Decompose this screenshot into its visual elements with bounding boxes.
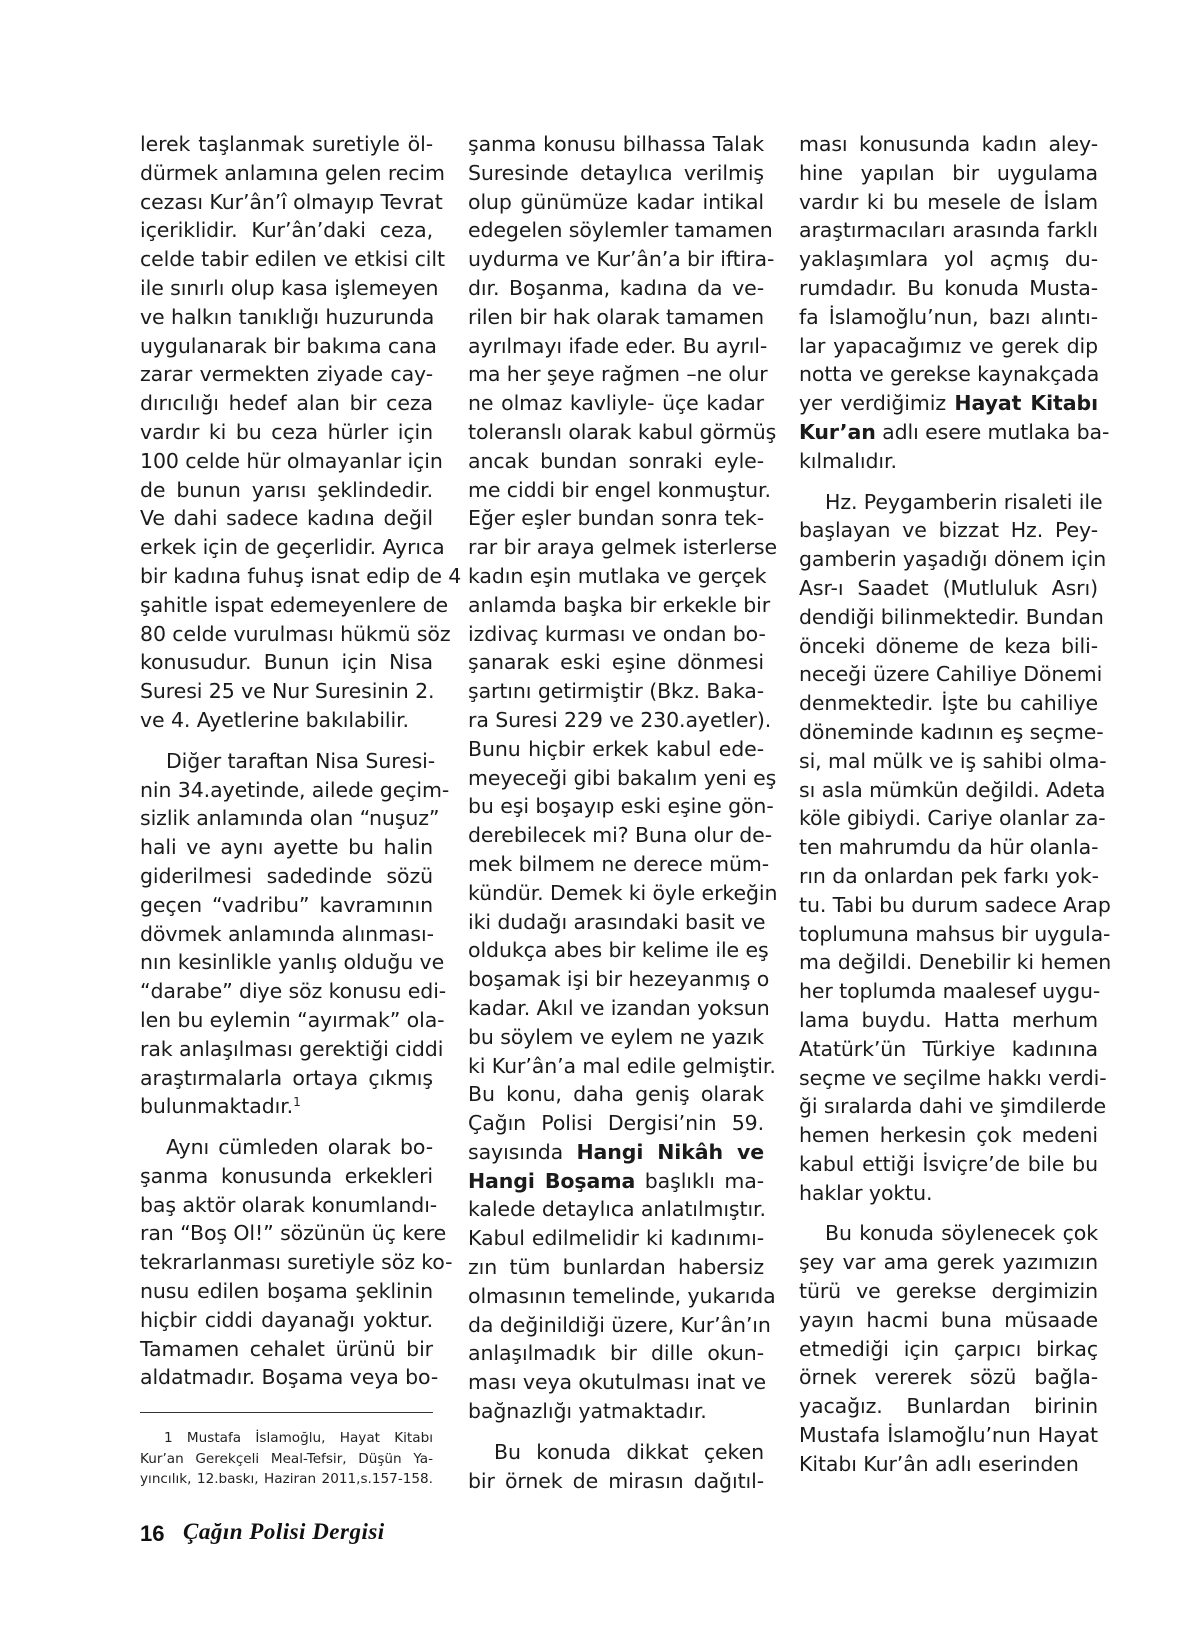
- text-line: kadar. Akıl ve izandan yoksun: [468, 995, 770, 1020]
- text-line: uygulanarak bir bakıma cana: [140, 333, 437, 358]
- text-line: Kabul edilmelidir ki kadınımı-: [468, 1226, 764, 1251]
- text-line: Hz. Peygamberin risaleti ile: [825, 489, 1103, 514]
- text-line: ancak bundan sonraki eyle-: [468, 448, 764, 473]
- text-line: kadın eşin mutlaka ve gerçek: [468, 563, 767, 588]
- text-line: bir örnek de mirasın dağıtıl-: [468, 1468, 764, 1493]
- paragraph: [468, 130, 778, 1426]
- text-line: Ve dahi sadece kadına değil: [140, 506, 433, 531]
- text-line: haklar yoktu.: [799, 1180, 933, 1205]
- text-line: erkek için de geçerlidir. Ayrıca: [140, 535, 445, 560]
- text-line: Atatürk’ün Türkiye kadınına: [799, 1036, 1098, 1061]
- text-line: sı asla mümkün değildi. Adeta: [799, 777, 1106, 802]
- text-line: “darabe” diye söz konusu edi-: [140, 979, 447, 1004]
- text-line: her toplumda maalesef uygu-: [799, 979, 1101, 1004]
- text-line: toleranslı olarak kabul görmüş: [468, 419, 777, 444]
- text-line: zın tüm bunlardan habersiz: [468, 1255, 764, 1280]
- text-line: baş aktör olarak konumlandı-: [140, 1192, 438, 1217]
- text-line: şahitle ispat edemeyenlere de: [140, 592, 448, 617]
- text-line: 100 celde hür olmayanlar için: [140, 448, 443, 473]
- text-line: döneminde kadının eş seçme-: [799, 719, 1104, 744]
- paragraph: [799, 130, 1110, 476]
- text-line: tekrarlanması suretiyle söz ko-: [140, 1250, 453, 1275]
- paragraph: [140, 747, 450, 1121]
- text-line: me ciddi bir engel konmuştur.: [468, 477, 771, 502]
- text-line: olup günümüze kadar intikal: [468, 189, 764, 214]
- paragraph-gap: [468, 1426, 764, 1438]
- paragraph-gap: [140, 735, 433, 747]
- text-line: içeriklidir. Kur’ân’daki ceza,: [140, 218, 433, 243]
- text-line: Mustafa İslamoğlu’nun Hayat: [799, 1423, 1098, 1448]
- text-line: lar yapacağımız ve gerek dip: [799, 333, 1098, 358]
- footnote-line: 1 Mustafa İslamoğlu, Hayat Kitabı: [164, 1430, 433, 1446]
- text-line: notta ve gerekse kaynakçada: [799, 362, 1100, 387]
- text-line: lama buydu. Hatta merhum: [799, 1007, 1098, 1032]
- text-line: yayın hacmi buna müsaade: [799, 1307, 1098, 1332]
- text-line: len bu eylemin “ayırmak” ola-: [140, 1007, 445, 1032]
- text-line: Bu konu, daha geniş olarak: [468, 1082, 764, 1107]
- text-line: bağnazlığı yatmaktadır.: [468, 1399, 707, 1424]
- text-line: ten mahrumdu da hür olanla-: [799, 835, 1099, 860]
- text-line: boşamak işi bir hezeyanmış o: [468, 967, 770, 992]
- text-line: köle gibiydi. Cariye olanlar za-: [799, 806, 1106, 831]
- text-line: rar bir araya gelmek isterlerse: [468, 535, 778, 560]
- text-line: şanma konusu bilhassa Talak: [468, 132, 764, 156]
- page-number: 16: [140, 1521, 165, 1546]
- text-line: dır. Boşanma, kadına da ve-: [468, 275, 764, 300]
- text-line: da değinildiği üzere, Kur’ân’ın: [468, 1312, 771, 1337]
- paragraph: [140, 130, 462, 735]
- text-line: anlamda başka bir erkekle bir: [468, 592, 771, 617]
- journal-name: Çağın Polisi Dergisi: [183, 1519, 385, 1544]
- text-line: rilen bir hak olarak tamamen: [468, 304, 764, 329]
- text-line: Kitabı Kur’ân adlı eserinden: [799, 1451, 1079, 1476]
- text-column-3: [799, 130, 1112, 1479]
- text-line: Diğer taraftan Nisa Suresi-: [166, 748, 436, 773]
- text-line: rumdadır. Bu konuda Musta-: [799, 275, 1098, 300]
- text-line: önceki döneme de keza bili-: [799, 633, 1098, 658]
- text-line: kündür. Demek ki öyle erkeğin: [468, 880, 778, 905]
- text-line: uydurma ve Kur’ân’a bir iftira-: [468, 247, 775, 272]
- footnote: [140, 1428, 433, 1490]
- text-line: geçen “vadribu” kavramının: [140, 892, 433, 917]
- text-line: fa İslamoğlu’nun, bazı alıntı-: [799, 304, 1098, 329]
- text-line: sayısında Hangi Nikâh ve: [468, 1139, 765, 1164]
- text-line: şartını getirmiştir (Bkz. Baka-: [468, 679, 764, 704]
- text-line: oldukça abes bir kelime ile eş: [468, 938, 769, 963]
- text-line: ki Kur’ân’a mal edile gelmiştir.: [468, 1053, 776, 1078]
- text-line: dövmek anlamında alınması-: [140, 921, 434, 946]
- text-line: Tamamen cehalet ürünü bir: [140, 1336, 433, 1361]
- text-line: şanma konusunda erkekleri: [140, 1163, 433, 1188]
- text-line: anlaşılmadık bir dille okun-: [468, 1341, 764, 1366]
- text-line: ve 4. Ayetlerine bakılabilir.: [140, 707, 409, 732]
- text-line: ra Suresi 229 ve 230.ayetler).: [468, 707, 772, 732]
- text-line: aldatmadır. Boşama veya bo-: [140, 1365, 439, 1390]
- text-line: olmasının temelinde, yukarıda: [468, 1283, 776, 1308]
- text-line: zarar vermekten ziyade cay-: [140, 362, 433, 387]
- text-line: ne olmaz kavliyle- üçe kadar: [468, 391, 764, 416]
- footnote-line: yıncılık, 12.baskı, Haziran 2011,s.157-158.: [140, 1471, 433, 1487]
- text-line: kabul ettiği İsviçre’de bile bu: [799, 1151, 1098, 1176]
- text-line: hine yapılan bir uygulama: [799, 160, 1098, 185]
- text-line: ma her şeye rağmen –ne olur: [468, 362, 768, 387]
- text-line: ran “Boş Ol!” sözünün üç kere: [140, 1221, 447, 1246]
- text-line: denmektedir. İşte bu cahiliye: [799, 691, 1098, 716]
- text-line: hiçbir ciddi dayanağı yoktur.: [140, 1307, 433, 1332]
- text-line: celde tabir edilen ve etkisi cilt: [140, 247, 445, 272]
- text-line: kılmalıdır.: [799, 448, 897, 473]
- text-line: mek bilmem ne derece müm-: [468, 851, 770, 876]
- text-line: ma değildi. Denebilir ki hemen: [799, 950, 1112, 975]
- text-line: iki dudağı arasındaki basit ve: [468, 909, 766, 934]
- text-line: bu eşi boşayıp eski eşine gön-: [468, 794, 774, 819]
- paragraph: [799, 1219, 1098, 1478]
- footnote-divider: [140, 1412, 433, 1413]
- text-line: bir kadına fuhuş isnat edip de 4: [140, 563, 462, 588]
- text-line: seçme ve seçilme hakkı verdi-: [799, 1065, 1107, 1090]
- text-line: ile sınırlı olup kasa işlemeyen: [140, 275, 439, 300]
- text-line: bulunmaktadır.$^1$: [140, 1094, 301, 1119]
- text-line: ve halkın tanıklığı huzurunda: [140, 304, 435, 329]
- text-line: de bunun yarısı şeklindedir.: [140, 477, 433, 502]
- text-line: vardır ki bu ceza hürler için: [140, 419, 433, 444]
- text-line: dürmek anlamına gelen recim: [140, 160, 445, 185]
- text-line: vardır ki bu mesele de İslam: [799, 189, 1098, 214]
- text-line: ği sıralarda dahi ve şimdilerde: [799, 1094, 1107, 1119]
- paragraph-gap: [799, 476, 1098, 488]
- text-line: Hangi Boşama başlıklı ma-: [468, 1168, 764, 1193]
- text-line: meyeceği gibi bakalım yeni eş: [468, 765, 777, 790]
- text-line: Suresinde detaylıca verilmiş: [468, 160, 764, 185]
- text-line: Bunu hiçbir erkek kabul ede-: [468, 736, 764, 761]
- text-line: ması konusunda kadın aley-: [799, 132, 1098, 156]
- text-line: şanarak eski eşine dönmesi: [468, 650, 764, 675]
- text-line: neceği üzere Cahiliye Dönemi: [799, 662, 1103, 687]
- text-line: örnek vererek sözü bağla-: [799, 1365, 1098, 1390]
- footnote-line: Kur’an Gerekçeli Meal-Tefsir, Düşün Ya-: [140, 1450, 433, 1467]
- text-line: kalede detaylıca anlatılmıştır.: [468, 1197, 766, 1222]
- text-line: nın kesinlikle yanlış olduğu ve: [140, 950, 445, 975]
- text-column-1: [140, 130, 462, 1392]
- text-line: ayrılmayı ifade eder. Bu ayrıl-: [468, 333, 768, 358]
- text-line: hali ve aynı ayette bu halin: [140, 835, 433, 860]
- paragraph: [799, 488, 1112, 1208]
- text-line: rın da onlardan pek farkı yok-: [799, 863, 1099, 888]
- text-line: gamberin yaşadığı dönem için: [799, 547, 1107, 572]
- text-line: toplumuna mahsus bir uygula-: [799, 921, 1111, 946]
- paragraph-gap: [140, 1121, 433, 1133]
- text-line: lerek taşlanmak suretiyle öl-: [140, 132, 433, 156]
- text-line: hemen herkesin çok medeni: [799, 1123, 1098, 1148]
- text-line: şey var ama gerek yazımızın: [799, 1250, 1098, 1275]
- text-line: si, mal mülk ve iş sahibi olma-: [799, 748, 1107, 773]
- text-line: nin 34.ayetinde, ailede geçim-: [140, 777, 450, 802]
- text-line: ması veya okutulması inat ve: [468, 1370, 767, 1395]
- text-line: izdivaç kurması ve ondan bo-: [468, 621, 766, 646]
- text-line: 80 celde vurulması hükmü söz: [140, 621, 451, 646]
- text-line: bu söylem ve eylem ne yazık: [468, 1024, 764, 1049]
- text-line: yaklaşımlara yol açmış du-: [799, 247, 1098, 272]
- text-line: dırıcılığı hedef alan bir ceza: [140, 391, 433, 416]
- text-column-2: [468, 130, 778, 1495]
- text-line: Bu konuda dikkat çeken: [494, 1439, 764, 1464]
- text-line: tu. Tabi bu durum sadece Arap: [799, 892, 1111, 917]
- text-line: konusudur. Bunun için Nisa: [140, 650, 433, 675]
- text-line: giderilmesi sadedinde sözü: [140, 863, 433, 888]
- text-line: yer verdiğimiz Hayat Kitabı: [799, 391, 1098, 416]
- text-line: türü ve gerekse dergimizin: [799, 1279, 1098, 1304]
- text-line: cezası Kur’ân’î olmayıp Tevrat: [140, 189, 443, 214]
- text-line: edegelen söylemler tamamen: [468, 218, 773, 243]
- paragraph: [468, 1438, 764, 1496]
- text-line: etmediği için çarpıcı birkaç: [799, 1336, 1098, 1361]
- paragraph-gap: [799, 1207, 1098, 1219]
- text-line: Asr-ı Saadet (Mutluluk Asrı): [799, 575, 1098, 600]
- text-line: araştırmalarla ortaya çıkmış: [140, 1065, 433, 1090]
- text-line: sizlik anlamında olan “nuşuz”: [140, 806, 440, 831]
- text-line: rak anlaşılması gerektiği ciddi: [140, 1036, 444, 1061]
- text-line: Bu konuda söylenecek çok: [825, 1221, 1098, 1246]
- text-line: yacağız. Bunlardan birinin: [799, 1394, 1098, 1419]
- text-line: Çağın Polisi Dergisi’nin 59.: [468, 1111, 764, 1136]
- text-line: dendiği bilinmektedir. Bundan: [799, 604, 1104, 629]
- text-line: derebilecek mi? Buna olur de-: [468, 823, 772, 848]
- paragraph: [140, 1133, 453, 1392]
- text-line: araştırmacıları arasında farklı: [799, 218, 1098, 243]
- text-line: nusu edilen boşama şeklinin: [140, 1279, 433, 1304]
- text-line: Aynı cümleden olarak bo-: [166, 1135, 433, 1160]
- text-line: Suresi 25 ve Nur Suresinin 2.: [140, 679, 435, 704]
- text-line: Eğer eşler bundan sonra tek-: [468, 506, 764, 531]
- text-line: başlayan ve bizzat Hz. Pey-: [799, 518, 1098, 543]
- text-line: Kur’an adlı esere mutlaka ba-: [799, 419, 1110, 444]
